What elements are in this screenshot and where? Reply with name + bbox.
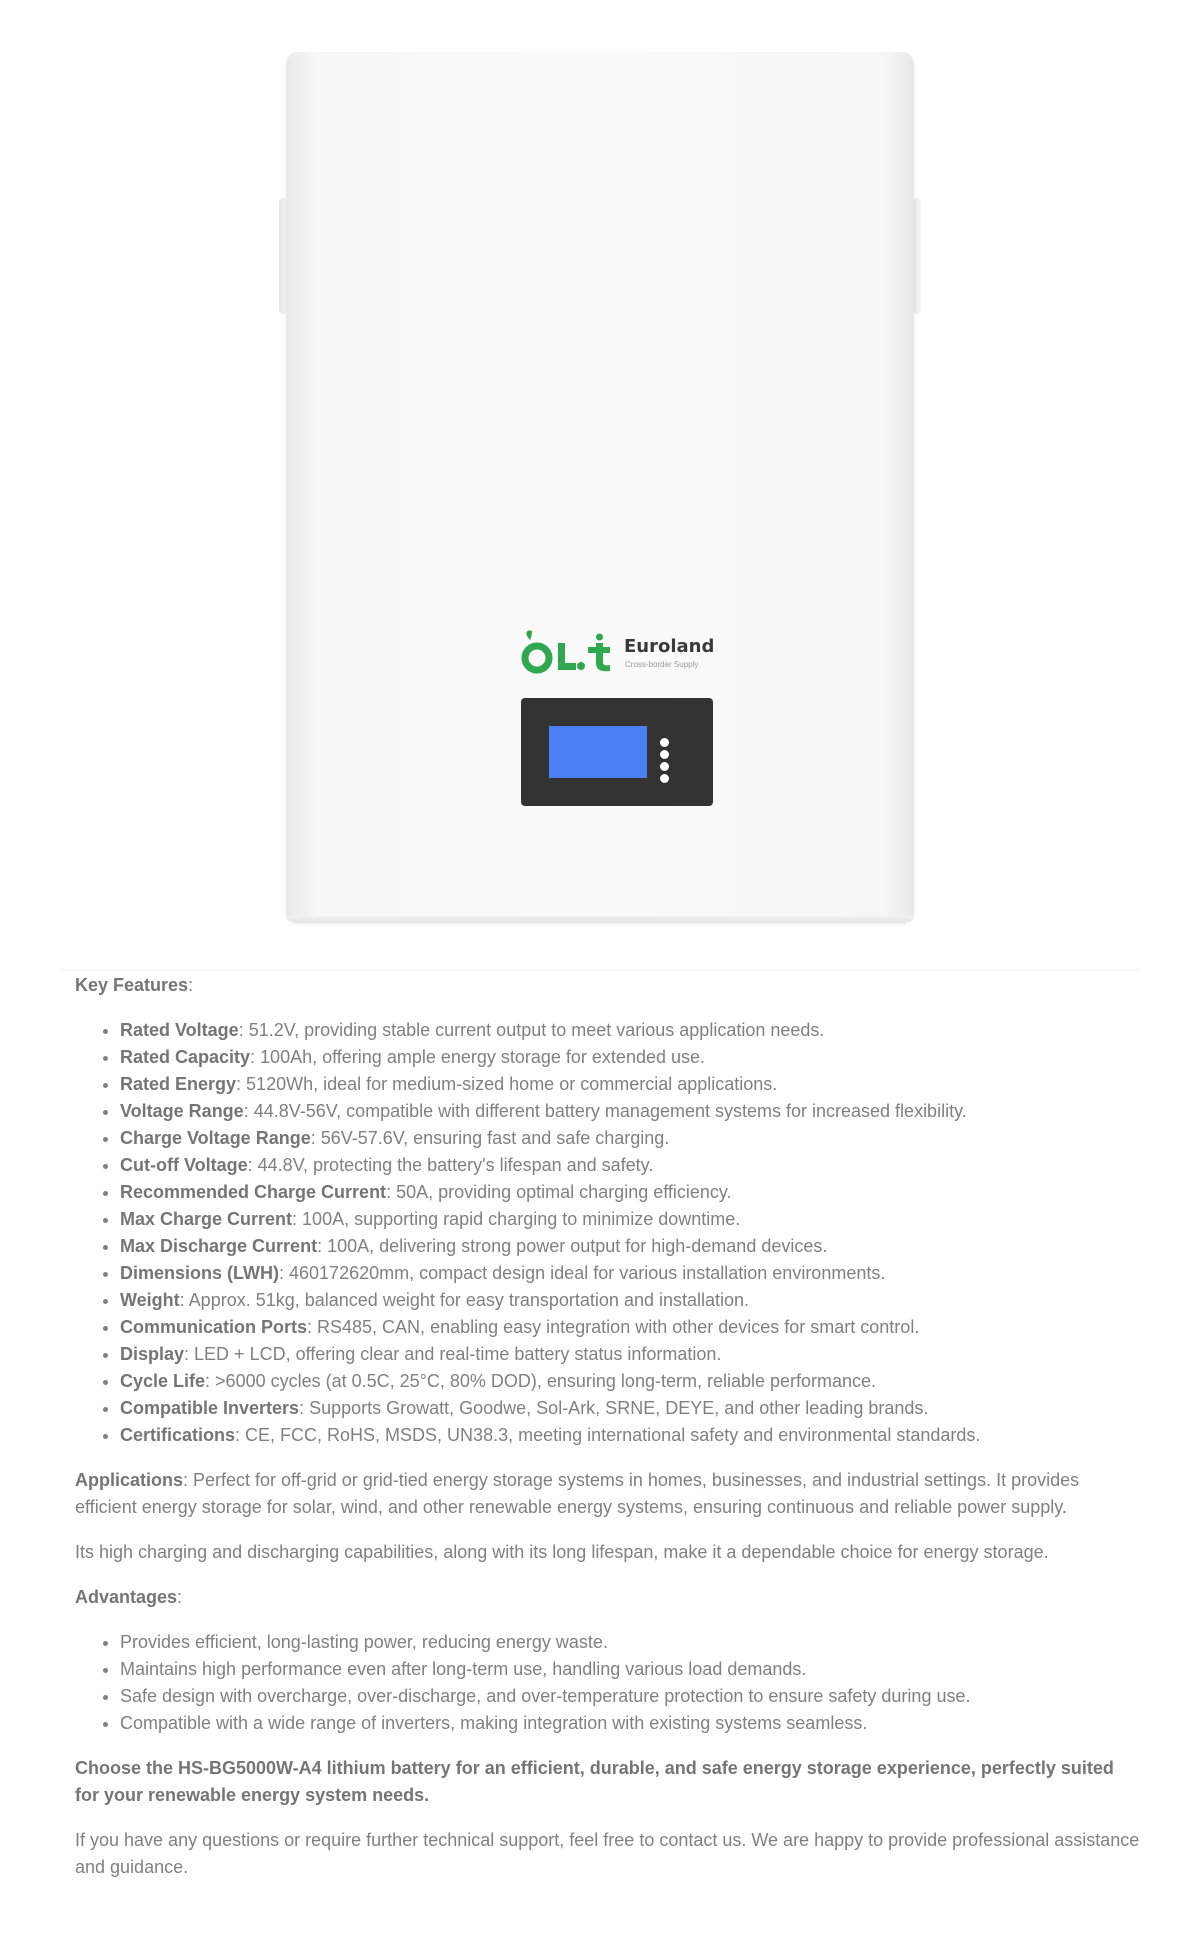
feature-text: : 100A, supporting rapid charging to minimize downtime. — [292, 1209, 741, 1229]
feature-label: Recommended Charge Current — [120, 1182, 387, 1202]
feature-item — [120, 1044, 1141, 1071]
lcd-screen — [549, 726, 647, 778]
panel-button-icon — [660, 774, 669, 783]
feature-item — [120, 1368, 1141, 1395]
applications-paragraph — [75, 1467, 1141, 1521]
feature-item — [120, 1125, 1141, 1152]
feature-label: Voltage Range — [120, 1101, 244, 1121]
feature-label: Compatible Inverters — [120, 1398, 300, 1418]
advantages-heading — [75, 1584, 1141, 1611]
feature-label: Dimensions (LWH) — [120, 1263, 280, 1283]
lifespan-paragraph: Its high charging and discharging capabilities, along with its long lifespan, make it a dependable choice for energy storage. — [75, 1542, 1049, 1562]
section-divider — [60, 970, 1140, 971]
advantages-title: Advantages — [75, 1587, 178, 1607]
feature-text: : >6000 cycles (at 0.5C, 25°C, 80% DOD), ensuring long-term, reliable performance. — [205, 1371, 877, 1391]
feature-text: : 100A, delivering strong power output for high-demand devices. — [317, 1236, 828, 1256]
key-features-heading — [75, 972, 1141, 999]
feature-label: Weight — [120, 1290, 180, 1310]
panel-button-icon — [660, 738, 669, 747]
brand-logo — [518, 630, 728, 676]
contact-paragraph: If you have any questions or require further technical support, feel free to contact us. We are happy to provide professional assistance and guidance. — [75, 1830, 1140, 1877]
advantage-item: • Compatible with a wide range of inverters, making integration with existing systems seamless. — [120, 1710, 1141, 1737]
feature-text: : Supports Growatt, Goodwe, Sol-Ark, SRNE, DEYE, and other leading brands. — [299, 1398, 929, 1418]
feature-label: Max Discharge Current — [120, 1236, 318, 1256]
display-panel — [521, 698, 713, 806]
advantage-item: • Safe design with overcharge, over-discharge, and over-temperature protection to ensure safety during use. — [120, 1683, 1141, 1710]
battery-body — [286, 52, 914, 922]
product-image — [270, 48, 930, 930]
feature-text: : 56V-57.6V, ensuring fast and safe charging. — [310, 1128, 670, 1148]
feature-text: : Approx. 51kg, balanced weight for easy transportation and installation. — [179, 1290, 750, 1310]
feature-label: Max Charge Current — [120, 1209, 293, 1229]
feature-label: Rated Capacity — [120, 1047, 251, 1067]
advantage-item: • Provides efficient, long-lasting power, reducing energy waste. — [120, 1629, 1141, 1656]
heading-colon: : — [177, 1587, 183, 1607]
brand-name: Euroland — [624, 636, 715, 657]
feature-label: Rated Energy — [120, 1074, 237, 1094]
feature-text: : RS485, CAN, enabling easy integration with other devices for smart control. — [307, 1317, 920, 1337]
feature-text: : 44.8V, protecting the battery's lifespan and safety. — [247, 1155, 654, 1175]
feature-text: : 50A, providing optimal charging efficiency. — [386, 1182, 732, 1202]
advantages-list — [75, 1629, 1141, 1737]
feature-item — [120, 1017, 1141, 1044]
feature-item — [120, 1341, 1141, 1368]
brand-tagline: Cross-border Supply — [625, 660, 699, 669]
olt-logo-icon — [518, 630, 618, 676]
feature-text: : 51.2V, providing stable current output to meet various application needs. — [238, 1020, 825, 1040]
feature-label: Certifications — [120, 1425, 236, 1445]
closing-statement: Choose the HS-BG5000W-A4 lithium battery for an efficient, durable, and safe energy storage experience, perfectly suited for your renewable energy system needs. — [75, 1758, 1114, 1805]
feature-item — [120, 1314, 1141, 1341]
feature-label: Rated Voltage — [120, 1020, 239, 1040]
feature-text: : LED + LCD, offering clear and real-time battery status information. — [184, 1344, 722, 1364]
feature-text: : 5120Wh, ideal for medium-sized home or commercial applications. — [236, 1074, 778, 1094]
feature-item — [120, 1071, 1141, 1098]
product-description — [75, 972, 1141, 1899]
feature-item — [120, 1287, 1141, 1314]
feature-label: Display — [120, 1344, 185, 1364]
panel-buttons — [660, 738, 672, 786]
feature-text: : 44.8V-56V, compatible with different battery management systems for increased flexibility. — [243, 1101, 967, 1121]
feature-item — [120, 1395, 1141, 1422]
feature-item — [120, 1098, 1141, 1125]
feature-item — [120, 1206, 1141, 1233]
applications-label: Applications — [75, 1470, 184, 1490]
advantage-item: • Maintains high performance even after long-term use, handling various load demands. — [120, 1656, 1141, 1683]
feature-label: Cut-off Voltage — [120, 1155, 248, 1175]
right-handle — [913, 198, 921, 314]
feature-item — [120, 1422, 1141, 1449]
feature-text: : CE, FCC, RoHS, MSDS, UN38.3, meeting international safety and environmental standards. — [235, 1425, 981, 1445]
feature-item — [120, 1260, 1141, 1287]
feature-item — [120, 1233, 1141, 1260]
feature-text: : 460172620mm, compact design ideal for various installation environments. — [279, 1263, 886, 1283]
panel-button-icon — [660, 762, 669, 771]
feature-label: Charge Voltage Range — [120, 1128, 311, 1148]
key-features-list — [75, 1017, 1141, 1449]
feature-label: Communication Ports — [120, 1317, 308, 1337]
heading-colon: : — [188, 975, 194, 995]
key-features-title: Key Features — [75, 975, 189, 995]
feature-text: : 100Ah, offering ample energy storage for extended use. — [250, 1047, 706, 1067]
panel-button-icon — [660, 750, 669, 759]
feature-item — [120, 1152, 1141, 1179]
feature-label: Cycle Life — [120, 1371, 206, 1391]
feature-item — [120, 1179, 1141, 1206]
applications-text: : Perfect for off-grid or grid-tied energy storage systems in homes, businesses, and industrial settings. It provides efficient energy storage for solar, wind, and other renewable energy systems, ensuring continuous and reliable power supply. — [75, 1470, 1080, 1517]
